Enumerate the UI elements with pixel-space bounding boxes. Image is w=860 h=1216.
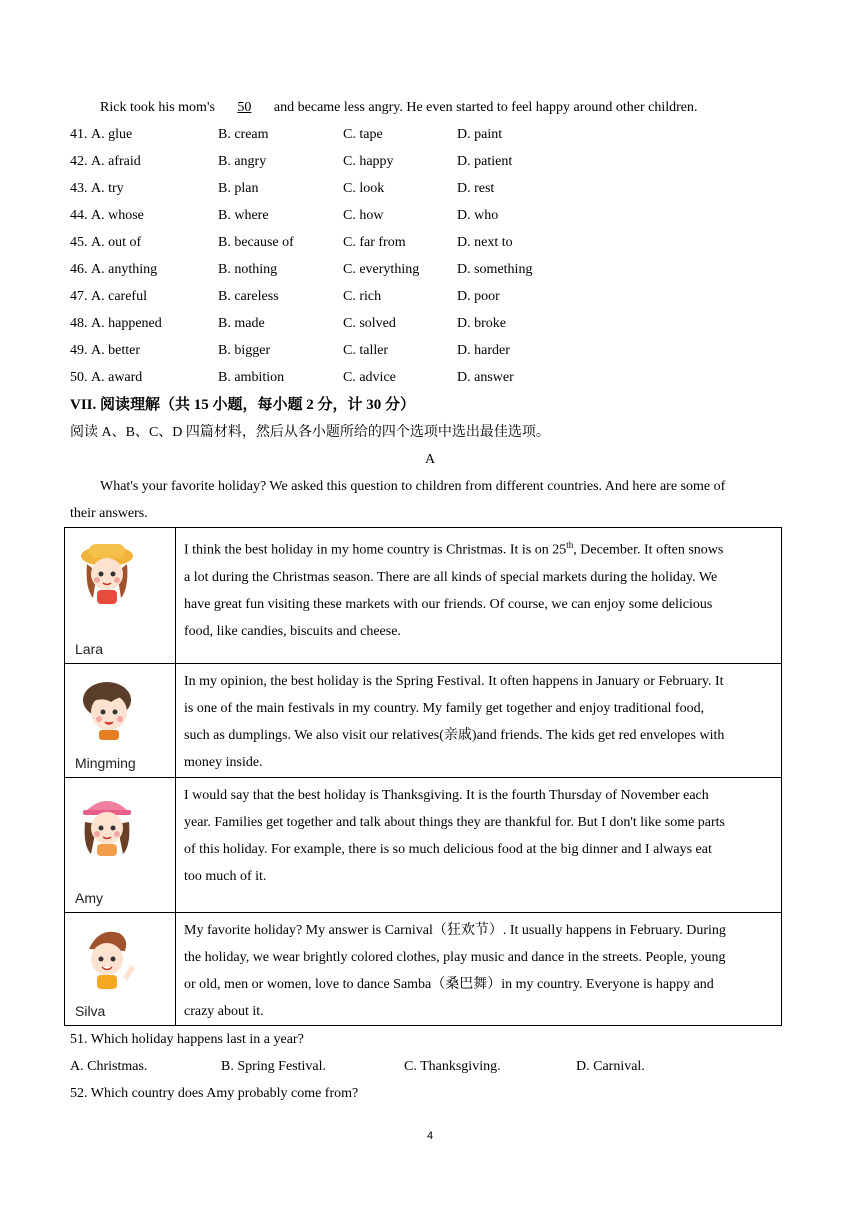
girl-cap-avatar-icon xyxy=(75,788,139,858)
table-row xyxy=(65,778,782,913)
question-number: 43. xyxy=(70,181,88,196)
text-line: I would say that the best holiday is Thanksgiving. It is the fourth Thursday of November each xyxy=(184,788,709,803)
text-line: or old, men or women, love to dance Samba（桑巴舞）in my country. Everyone is happy and xyxy=(184,977,714,992)
question-51-stem: 51. Which holiday happens last in a year? xyxy=(70,1032,304,1047)
option-b: B. Spring Festival. xyxy=(221,1059,327,1074)
question-row xyxy=(0,207,860,225)
question-number: 45. xyxy=(70,235,88,250)
text-line: too much of it. xyxy=(184,869,267,884)
option-b: B. careless xyxy=(218,289,279,304)
question-row xyxy=(0,234,860,252)
passage-label: A xyxy=(424,452,436,467)
question-row xyxy=(0,153,860,171)
text-line: I think the best holiday in my home country is Christmas. It is on 25 xyxy=(184,542,567,558)
portrait-cell xyxy=(65,664,176,778)
question-number: 44. xyxy=(70,208,88,223)
question-number: 46. xyxy=(70,262,88,277)
option-d: D. broke xyxy=(457,316,506,331)
text-line: crazy about it. xyxy=(184,1004,264,1019)
question-number: 47. xyxy=(70,289,88,304)
option-a: A. out of xyxy=(91,235,142,250)
option-c: C. happy xyxy=(343,154,394,169)
option-a: A. happened xyxy=(91,316,162,331)
question-number: 41. xyxy=(70,127,88,142)
text-line-tail: , December. It often snows xyxy=(573,542,724,558)
text-line: such as dumplings. We also visit our relatives(亲戚)and friends. The kids get red envelopes with xyxy=(184,728,725,743)
answer-text xyxy=(176,528,782,664)
option-c: C. far from xyxy=(343,235,406,250)
text-line: In my opinion, the best holiday is the Spring Festival. It often happens in January or February. It xyxy=(184,674,724,689)
question-number: 49. xyxy=(70,343,88,358)
page-number: 4 xyxy=(426,1130,434,1142)
boy-waving-avatar-icon xyxy=(75,923,139,993)
section-heading: VII. 阅读理解（共 15 小题，每小题 2 分，计 30 分） xyxy=(70,397,416,413)
option-b: B. cream xyxy=(218,127,269,142)
option-c: C. solved xyxy=(343,316,396,331)
intro-before: Rick took his mom's xyxy=(100,100,215,115)
option-d: D. harder xyxy=(457,343,510,358)
question-row xyxy=(0,315,860,333)
table-row xyxy=(65,528,782,664)
intro-after: and became less angry. He even started to feel happy around other children. xyxy=(273,100,698,115)
intro-line xyxy=(100,99,698,117)
child-name: Lara xyxy=(75,641,104,657)
portrait-cell xyxy=(65,778,176,913)
option-d: D. paint xyxy=(457,127,503,142)
text-line: of this holiday. For example, there is so much delicious food at the big dinner and I always eat xyxy=(184,842,712,857)
text-line: have great fun visiting these markets with our friends. Of course, we can enjoy some delicious xyxy=(184,596,713,612)
option-a: A. afraid xyxy=(91,154,141,169)
option-d: D. answer xyxy=(457,370,514,385)
question-row xyxy=(0,342,860,360)
option-c: C. rich xyxy=(343,289,382,304)
text-line: money inside. xyxy=(184,755,263,770)
question-row xyxy=(0,261,860,279)
option-a: A. anything xyxy=(91,262,158,277)
option-d: D. next to xyxy=(457,235,513,250)
girl-hat-avatar-icon xyxy=(75,538,139,608)
text-line: My favorite holiday? My answer is Carnival（狂欢节）. It usually happens in February. During xyxy=(184,923,726,938)
option-b: B. where xyxy=(218,208,269,223)
section-instruction: 阅读 A、B、C、D 四篇材料，然后从各小题所给的四个选项中选出最佳选项。 xyxy=(70,425,550,440)
option-d: D. who xyxy=(457,208,499,223)
option-b: B. angry xyxy=(218,154,267,169)
option-d: D. poor xyxy=(457,289,500,304)
question-row xyxy=(0,180,860,198)
question-row xyxy=(0,288,860,306)
option-b: B. nothing xyxy=(218,262,278,277)
option-c: C. look xyxy=(343,181,385,196)
option-d: D. something xyxy=(457,262,533,277)
option-b: B. because of xyxy=(218,235,294,250)
text-line: food, like candies, biscuits and cheese. xyxy=(184,623,401,639)
option-d: D. rest xyxy=(457,181,495,196)
question-51-options xyxy=(0,1058,860,1076)
text-line: the holiday, we wear brightly colored clothes, play music and dance in the streets. People, young xyxy=(184,950,726,965)
option-c: C. taller xyxy=(343,343,389,358)
holiday-table xyxy=(64,527,782,1026)
option-a: A. glue xyxy=(91,127,133,142)
text-line: a lot during the Christmas season. There are all kinds of special markets during the holiday. We xyxy=(184,569,718,585)
answer-text xyxy=(176,664,782,778)
superscript: th xyxy=(566,540,574,550)
question-row xyxy=(0,126,860,144)
child-name: Silva xyxy=(75,1003,106,1019)
answer-text xyxy=(176,778,782,913)
table-row xyxy=(65,913,782,1026)
option-d: D. patient xyxy=(457,154,513,169)
answer-text xyxy=(176,913,782,1026)
answer-blank: 50 xyxy=(237,100,252,115)
option-b: B. bigger xyxy=(218,343,271,358)
option-a: A. whose xyxy=(91,208,144,223)
child-name: Amy xyxy=(75,890,103,906)
option-c: C. tape xyxy=(343,127,383,142)
option-c: C. advice xyxy=(343,370,396,385)
option-a: A. careful xyxy=(91,289,147,304)
option-c: C. Thanksgiving. xyxy=(404,1059,501,1074)
option-a: A. Christmas. xyxy=(70,1059,148,1074)
child-name: Mingming xyxy=(75,755,136,771)
option-a: A. better xyxy=(91,343,140,358)
question-number: 42. xyxy=(70,154,88,169)
boy-avatar-icon xyxy=(75,674,139,744)
passage-intro-line-1: What's your favorite holiday? We asked this question to children from different countries. And here are some of xyxy=(100,479,726,494)
passage-intro-line-2: their answers. xyxy=(70,506,148,521)
option-c: C. how xyxy=(343,208,384,223)
option-d: D. Carnival. xyxy=(576,1059,645,1074)
portrait-cell xyxy=(65,528,176,664)
option-b: B. ambition xyxy=(218,370,285,385)
table-row xyxy=(65,664,782,778)
portrait-cell xyxy=(65,913,176,1026)
question-number: 50. xyxy=(70,370,88,385)
option-a: A. award xyxy=(91,370,143,385)
option-b: B. made xyxy=(218,316,265,331)
option-a: A. try xyxy=(91,181,124,196)
question-52-stem: 52. Which country does Amy probably come from? xyxy=(70,1086,359,1101)
option-c: C. everything xyxy=(343,262,420,277)
text-line: year. Families get together and talk about things they are thankful for. But I don't like some parts xyxy=(184,815,726,830)
question-row xyxy=(0,369,860,387)
option-b: B. plan xyxy=(218,181,259,196)
question-number: 48. xyxy=(70,316,88,331)
text-line: is one of the main festivals in my country. My family get together and enjoy traditional food, xyxy=(184,701,705,716)
